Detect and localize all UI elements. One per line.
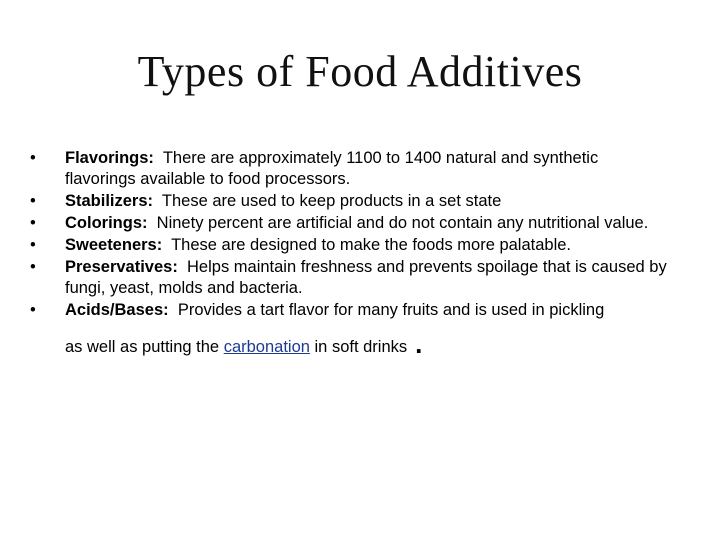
- list-item: [30, 235, 670, 256]
- list-item: [30, 257, 670, 299]
- item-text: Provides a tart flavor for many fruits and is used in pickling: [177, 301, 605, 319]
- item-term: Acids/Bases:: [65, 301, 169, 319]
- item-text: Ninety percent are artificial and do not contain any nutritional value.: [156, 214, 649, 232]
- bullet-icon: •: [30, 149, 36, 167]
- bullet-icon: •: [30, 192, 36, 210]
- bullet-icon: •: [30, 258, 36, 276]
- trailing-period: .: [415, 329, 423, 359]
- item-term: Flavorings:: [65, 149, 154, 167]
- list-item: [30, 191, 670, 212]
- carbonation-link[interactable]: carbonation: [223, 338, 310, 356]
- item-term: Colorings:: [65, 214, 148, 232]
- item-term: Stabilizers:: [65, 192, 154, 210]
- item-text: There are approximately 1100 to 1400 natural and synthetic flavorings available to food processors.: [65, 149, 599, 188]
- item-text: Helps maintain freshness and prevents spoilage that is caused by fungi, yeast, molds and bacteria.: [65, 258, 667, 297]
- item-text: These are used to keep products in a set state: [161, 192, 502, 210]
- bullet-icon: •: [30, 301, 36, 319]
- list-item: [30, 300, 670, 358]
- slide-title: Types of Food Additives: [137, 47, 583, 96]
- continuation-text: as well as putting the: [65, 338, 220, 356]
- item-text: These are designed to make the foods more palatable.: [171, 236, 572, 254]
- list-item: [30, 148, 670, 190]
- list-item: [30, 213, 670, 234]
- item-term: Sweeteners:: [65, 236, 163, 254]
- additive-list: [30, 148, 670, 359]
- continuation-text-end: in soft drinks: [314, 338, 408, 356]
- item-continuation: [65, 329, 670, 359]
- bullet-icon: •: [30, 236, 36, 254]
- bullet-icon: •: [30, 214, 36, 232]
- item-term: Preservatives:: [65, 258, 178, 276]
